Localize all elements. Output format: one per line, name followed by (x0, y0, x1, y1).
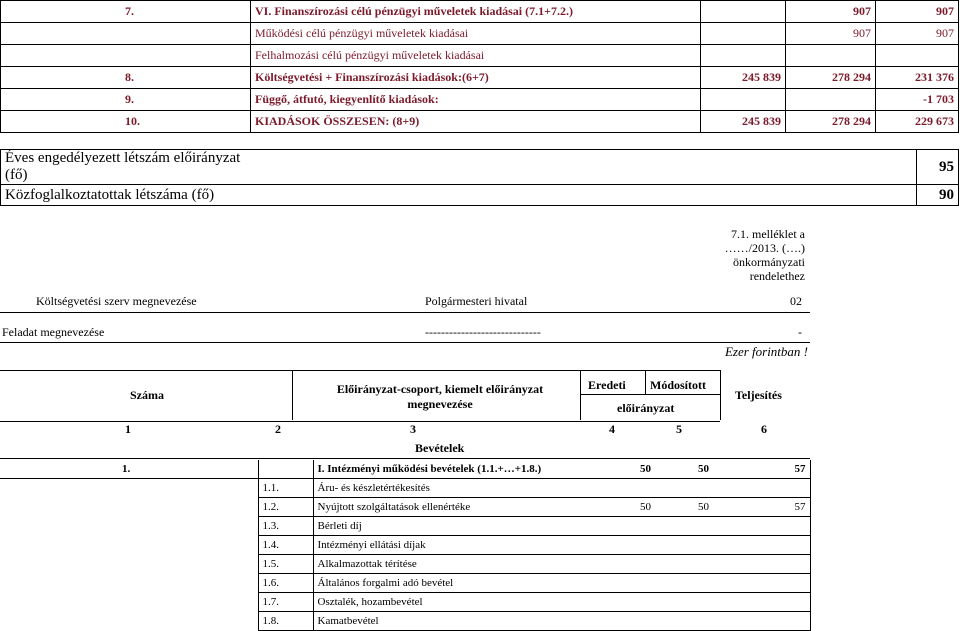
cell-mod (655, 574, 713, 593)
staff-count-table (0, 149, 959, 206)
header-number: Száma (130, 388, 164, 402)
task-code: - (798, 325, 802, 339)
task-row (0, 323, 810, 343)
cell-label: Áru- és készletértékesítés (313, 479, 581, 498)
cell-num2: 1.3. (258, 517, 313, 536)
table-row (0, 574, 810, 593)
cell-label: Kamatbevétel (313, 612, 581, 631)
header-original: Eredeti (588, 378, 626, 392)
approved-staff-label: Éves engedélyezett létszám előirányzat (fő) (1, 150, 917, 185)
cell-num2: 1.4. (258, 536, 313, 555)
cell-orig (581, 574, 655, 593)
cell-fulfil: 57 (713, 498, 810, 517)
summary-num: 9. (1, 89, 251, 111)
header-modified: Módosított (650, 378, 706, 392)
cell-num2: 1.1. (258, 479, 313, 498)
summary-label: Felhalmozási célú pénzügyi műveletek kiadásai (251, 45, 701, 67)
approved-staff-value: 95 (917, 150, 959, 185)
institution-code: 02 (790, 294, 802, 308)
expenditure-summary-table (0, 0, 959, 133)
table-row (0, 593, 810, 612)
cell-label: Osztalék, hozambevétel (313, 593, 581, 612)
summary-num (1, 23, 251, 45)
cell-orig (581, 479, 655, 498)
cell-fulfil (713, 536, 810, 555)
cell-num2: 1.5. (258, 555, 313, 574)
cell-num2: 1.6. (258, 574, 313, 593)
cell-orig (581, 612, 655, 631)
summary-v2 (786, 89, 876, 111)
cell-mod (655, 593, 713, 612)
table-row (0, 555, 810, 574)
cell-num2: 1.8. (258, 612, 313, 631)
cell-label: Bérleti díj (313, 517, 581, 536)
summary-row (1, 89, 959, 111)
cell-orig: 50 (581, 498, 655, 517)
currency-note: Ezer forintban ! (724, 344, 808, 359)
summary-num: 8. (1, 67, 251, 89)
summary-label: Függő, átfutó, kiegyenlítő kiadások: (251, 89, 701, 111)
header-fulfillment: Teljesítés (735, 388, 782, 402)
cell-mod: 50 (655, 498, 713, 517)
cell-fulfil (713, 517, 810, 536)
summary-v1 (701, 23, 786, 45)
summary-v2: 278 294 (786, 111, 876, 133)
cell-num1 (0, 479, 258, 498)
institution-label: Költségvetési szerv megnevezése (36, 294, 197, 308)
summary-v3: 907 (876, 23, 959, 45)
cell-mod (655, 555, 713, 574)
col-num-5: 5 (676, 422, 682, 436)
summary-v2 (786, 45, 876, 67)
cell-num1 (0, 612, 258, 631)
cell-orig (581, 555, 655, 574)
annex-note: 7.1. melléklet a ……/2013. (….) önkormányzati rendelethez (724, 227, 805, 283)
cell-fulfil (713, 593, 810, 612)
summary-v3: 229 673 (876, 111, 959, 133)
table-row (0, 536, 810, 555)
summary-v3: -1 703 (876, 89, 959, 111)
cell-num2: 1.7. (258, 593, 313, 612)
summary-label: VI. Finanszírozási célú pénzügyi műveletek kiadásai (7.1+7.2.) (251, 1, 701, 23)
table-row (0, 498, 810, 517)
public-work-value: 90 (917, 185, 959, 206)
cell-num1 (0, 555, 258, 574)
revenue-table (0, 460, 811, 631)
summary-label: Költségvetési + Finanszírozási kiadások:(6+7) (251, 67, 701, 89)
cell-num1: 1. (0, 460, 258, 479)
cell-mod (655, 479, 713, 498)
section-title: Bevételek (415, 441, 465, 455)
cell-label: Alkalmazottak térítése (313, 555, 581, 574)
summary-v1: 245 839 (701, 67, 786, 89)
summary-label: Működési célú pénzügyi műveletek kiadásai (251, 23, 701, 45)
cell-mod (655, 612, 713, 631)
summary-num: 7. (1, 1, 251, 23)
summary-v1: 245 839 (701, 111, 786, 133)
cell-label: I. Intézményi működési bevételek (1.1.+…+1.8.) (313, 460, 581, 479)
cell-fulfil (713, 574, 810, 593)
cell-orig (581, 536, 655, 555)
task-dashes: ----------------------------- (425, 325, 541, 339)
task-label: Feladat megnevezése (2, 325, 105, 339)
summary-v3 (876, 45, 959, 67)
summary-v1 (701, 89, 786, 111)
cell-label: Általános forgalmi adó bevétel (313, 574, 581, 593)
summary-row (1, 23, 959, 45)
summary-row (1, 111, 959, 133)
cell-num2 (258, 460, 313, 479)
cell-fulfil (713, 612, 810, 631)
cell-num1 (0, 536, 258, 555)
cell-num1 (0, 517, 258, 536)
column-header (0, 370, 810, 460)
summary-num: 10. (1, 111, 251, 133)
summary-v3: 231 376 (876, 67, 959, 89)
cell-num2: 1.2. (258, 498, 313, 517)
col-num-1: 1 (125, 422, 131, 436)
cell-orig (581, 517, 655, 536)
table-row (0, 612, 810, 631)
public-work-label: Közfoglalkoztatottak létszáma (fő) (1, 185, 917, 206)
col-num-3: 3 (410, 422, 416, 436)
cell-label: Intézményi ellátási díjak (313, 536, 581, 555)
summary-row (1, 67, 959, 89)
summary-v2: 278 294 (786, 67, 876, 89)
header-appropriation: előirányzat (617, 401, 675, 415)
cell-orig: 50 (581, 460, 655, 479)
col-num-4: 4 (609, 422, 615, 436)
institution-row (0, 292, 810, 313)
col-num-6: 6 (761, 422, 767, 436)
cell-num1 (0, 574, 258, 593)
summary-label: KIADÁSOK ÖSSZESEN: (8+9) (251, 111, 701, 133)
summary-row (1, 1, 959, 23)
summary-v2: 907 (786, 23, 876, 45)
table-row (0, 517, 810, 536)
cell-fulfil (713, 479, 810, 498)
cell-mod (655, 536, 713, 555)
summary-row (1, 45, 959, 67)
summary-v1 (701, 45, 786, 67)
cell-mod (655, 517, 713, 536)
summary-num (1, 45, 251, 67)
cell-num1 (0, 498, 258, 517)
cell-fulfil: 57 (713, 460, 810, 479)
summary-v2: 907 (786, 1, 876, 23)
cell-fulfil (713, 555, 810, 574)
cell-mod: 50 (655, 460, 713, 479)
cell-orig (581, 593, 655, 612)
cell-label: Nyújtott szolgáltatások ellenértéke (313, 498, 581, 517)
institution-name: Polgármesteri hivatal (425, 294, 528, 308)
cell-num1 (0, 593, 258, 612)
summary-v1 (701, 1, 786, 23)
table-row (0, 460, 810, 479)
header-group: Előirányzat-csoport, kiemelt előirányzat megnevezése (336, 382, 544, 411)
table-row (0, 479, 810, 498)
col-num-2: 2 (275, 422, 281, 436)
summary-v3: 907 (876, 1, 959, 23)
